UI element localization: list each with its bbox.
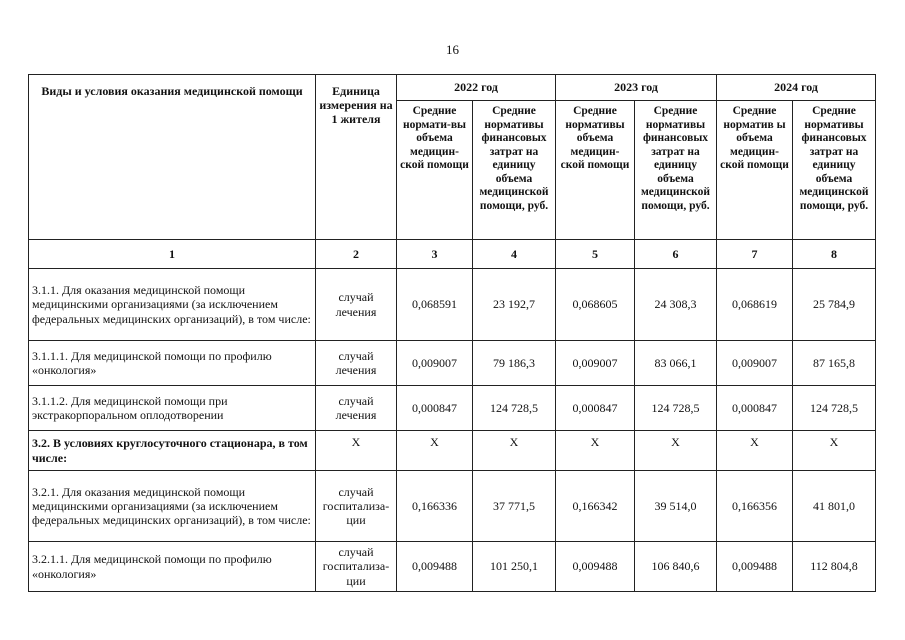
value-volume-2024: 0,068619: [717, 269, 793, 341]
value-volume-2023: 0,009488: [556, 542, 635, 592]
value-cost-2022: 23 192,7: [473, 269, 556, 341]
column-number-row: [29, 240, 876, 269]
page-number: 16: [446, 42, 459, 57]
row-label: 3.1.1.2. Для медицинской помощи при экстракорпоральном оплодотворении: [29, 386, 316, 431]
header-unit: Единица измерения на 1 жителя: [316, 75, 397, 240]
column-number: 3: [397, 240, 473, 269]
table-row: [29, 542, 876, 592]
value-volume-2022: 0,009488: [397, 542, 473, 592]
row-unit: Х: [316, 431, 397, 471]
value-volume-2022: Х: [397, 431, 473, 471]
value-cost-2022: 79 186,3: [473, 341, 556, 386]
column-number: 7: [717, 240, 793, 269]
column-number: 8: [793, 240, 876, 269]
value-volume-2023: 0,166342: [556, 471, 635, 542]
value-volume-2022: 0,000847: [397, 386, 473, 431]
value-cost-2022: 37 771,5: [473, 471, 556, 542]
value-cost-2024: 87 165,8: [793, 341, 876, 386]
value-cost-2023: 106 840,6: [635, 542, 717, 592]
row-unit: случай лечения: [316, 386, 397, 431]
table-row: [29, 431, 876, 471]
value-cost-2024: 112 804,8: [793, 542, 876, 592]
header-row-years: [29, 75, 876, 101]
subheader-cost-2023: Средние нормативы финансовых затрат на единицу объема медицинской помощи, руб.: [635, 101, 717, 240]
value-volume-2024: Х: [717, 431, 793, 471]
column-number: 2: [316, 240, 397, 269]
value-cost-2024: 41 801,0: [793, 471, 876, 542]
column-number: 5: [556, 240, 635, 269]
row-unit: случай лечения: [316, 269, 397, 341]
value-cost-2023: 83 066,1: [635, 341, 717, 386]
value-volume-2022: 0,166336: [397, 471, 473, 542]
value-cost-2023: 24 308,3: [635, 269, 717, 341]
table-row: [29, 471, 876, 542]
row-unit: случай госпитализа-ции: [316, 542, 397, 592]
row-label: 3.2.1. Для оказания медицинской помощи медицинскими организациями (за исключением федеральных медицинских организаций), в том числе:: [29, 471, 316, 542]
value-cost-2024: 25 784,9: [793, 269, 876, 341]
value-volume-2024: 0,000847: [717, 386, 793, 431]
value-volume-2023: 0,009007: [556, 341, 635, 386]
header-year-2023: 2023 год: [556, 75, 717, 101]
value-volume-2022: 0,068591: [397, 269, 473, 341]
subheader-volume-2024: Средние норматив ы объема медицин-ской помощи: [717, 101, 793, 240]
subheader-cost-2022: Средние нормативы финансовых затрат на единицу объема медицинской помощи, руб.: [473, 101, 556, 240]
header-service-type: Виды и условия оказания медицинской помощи: [29, 75, 316, 240]
subheader-volume-2022: Средние нормати-вы объема медицин-ской помощи: [397, 101, 473, 240]
value-volume-2023: Х: [556, 431, 635, 471]
value-volume-2024: 0,009007: [717, 341, 793, 386]
table-row: [29, 386, 876, 431]
table-row: [29, 269, 876, 341]
value-cost-2022: Х: [473, 431, 556, 471]
value-cost-2022: 124 728,5: [473, 386, 556, 431]
value-volume-2023: 0,000847: [556, 386, 635, 431]
row-unit: случай лечения: [316, 341, 397, 386]
value-volume-2023: 0,068605: [556, 269, 635, 341]
table-row: [29, 341, 876, 386]
value-cost-2023: 124 728,5: [635, 386, 717, 431]
row-unit: случай госпитализа-ции: [316, 471, 397, 542]
row-label-section: 3.2. В условиях круглосуточного стационара, в том числе:: [29, 431, 316, 471]
subheader-volume-2023: Средние нормативы объема медицин-ской помощи: [556, 101, 635, 240]
value-cost-2023: 39 514,0: [635, 471, 717, 542]
value-cost-2024: 124 728,5: [793, 386, 876, 431]
row-label: 3.1.1.1. Для медицинской помощи по профилю «онкология»: [29, 341, 316, 386]
value-volume-2024: 0,009488: [717, 542, 793, 592]
norms-table: [28, 74, 876, 592]
value-volume-2022: 0,009007: [397, 341, 473, 386]
row-label: 3.1.1. Для оказания медицинской помощи медицинскими организациями (за исключением федеральных медицинских организаций), в том числе:: [29, 269, 316, 341]
header-year-2024: 2024 год: [717, 75, 876, 101]
column-number: 4: [473, 240, 556, 269]
value-volume-2024: 0,166356: [717, 471, 793, 542]
value-cost-2022: 101 250,1: [473, 542, 556, 592]
header-year-2022: 2022 год: [397, 75, 556, 101]
column-number: 1: [29, 240, 316, 269]
row-label: 3.2.1.1. Для медицинской помощи по профилю «онкология»: [29, 542, 316, 592]
value-cost-2024: Х: [793, 431, 876, 471]
column-number: 6: [635, 240, 717, 269]
subheader-cost-2024: Средние нормативы финансовых затрат на единицу объема медицинской помощи, руб.: [793, 101, 876, 240]
value-cost-2023: Х: [635, 431, 717, 471]
